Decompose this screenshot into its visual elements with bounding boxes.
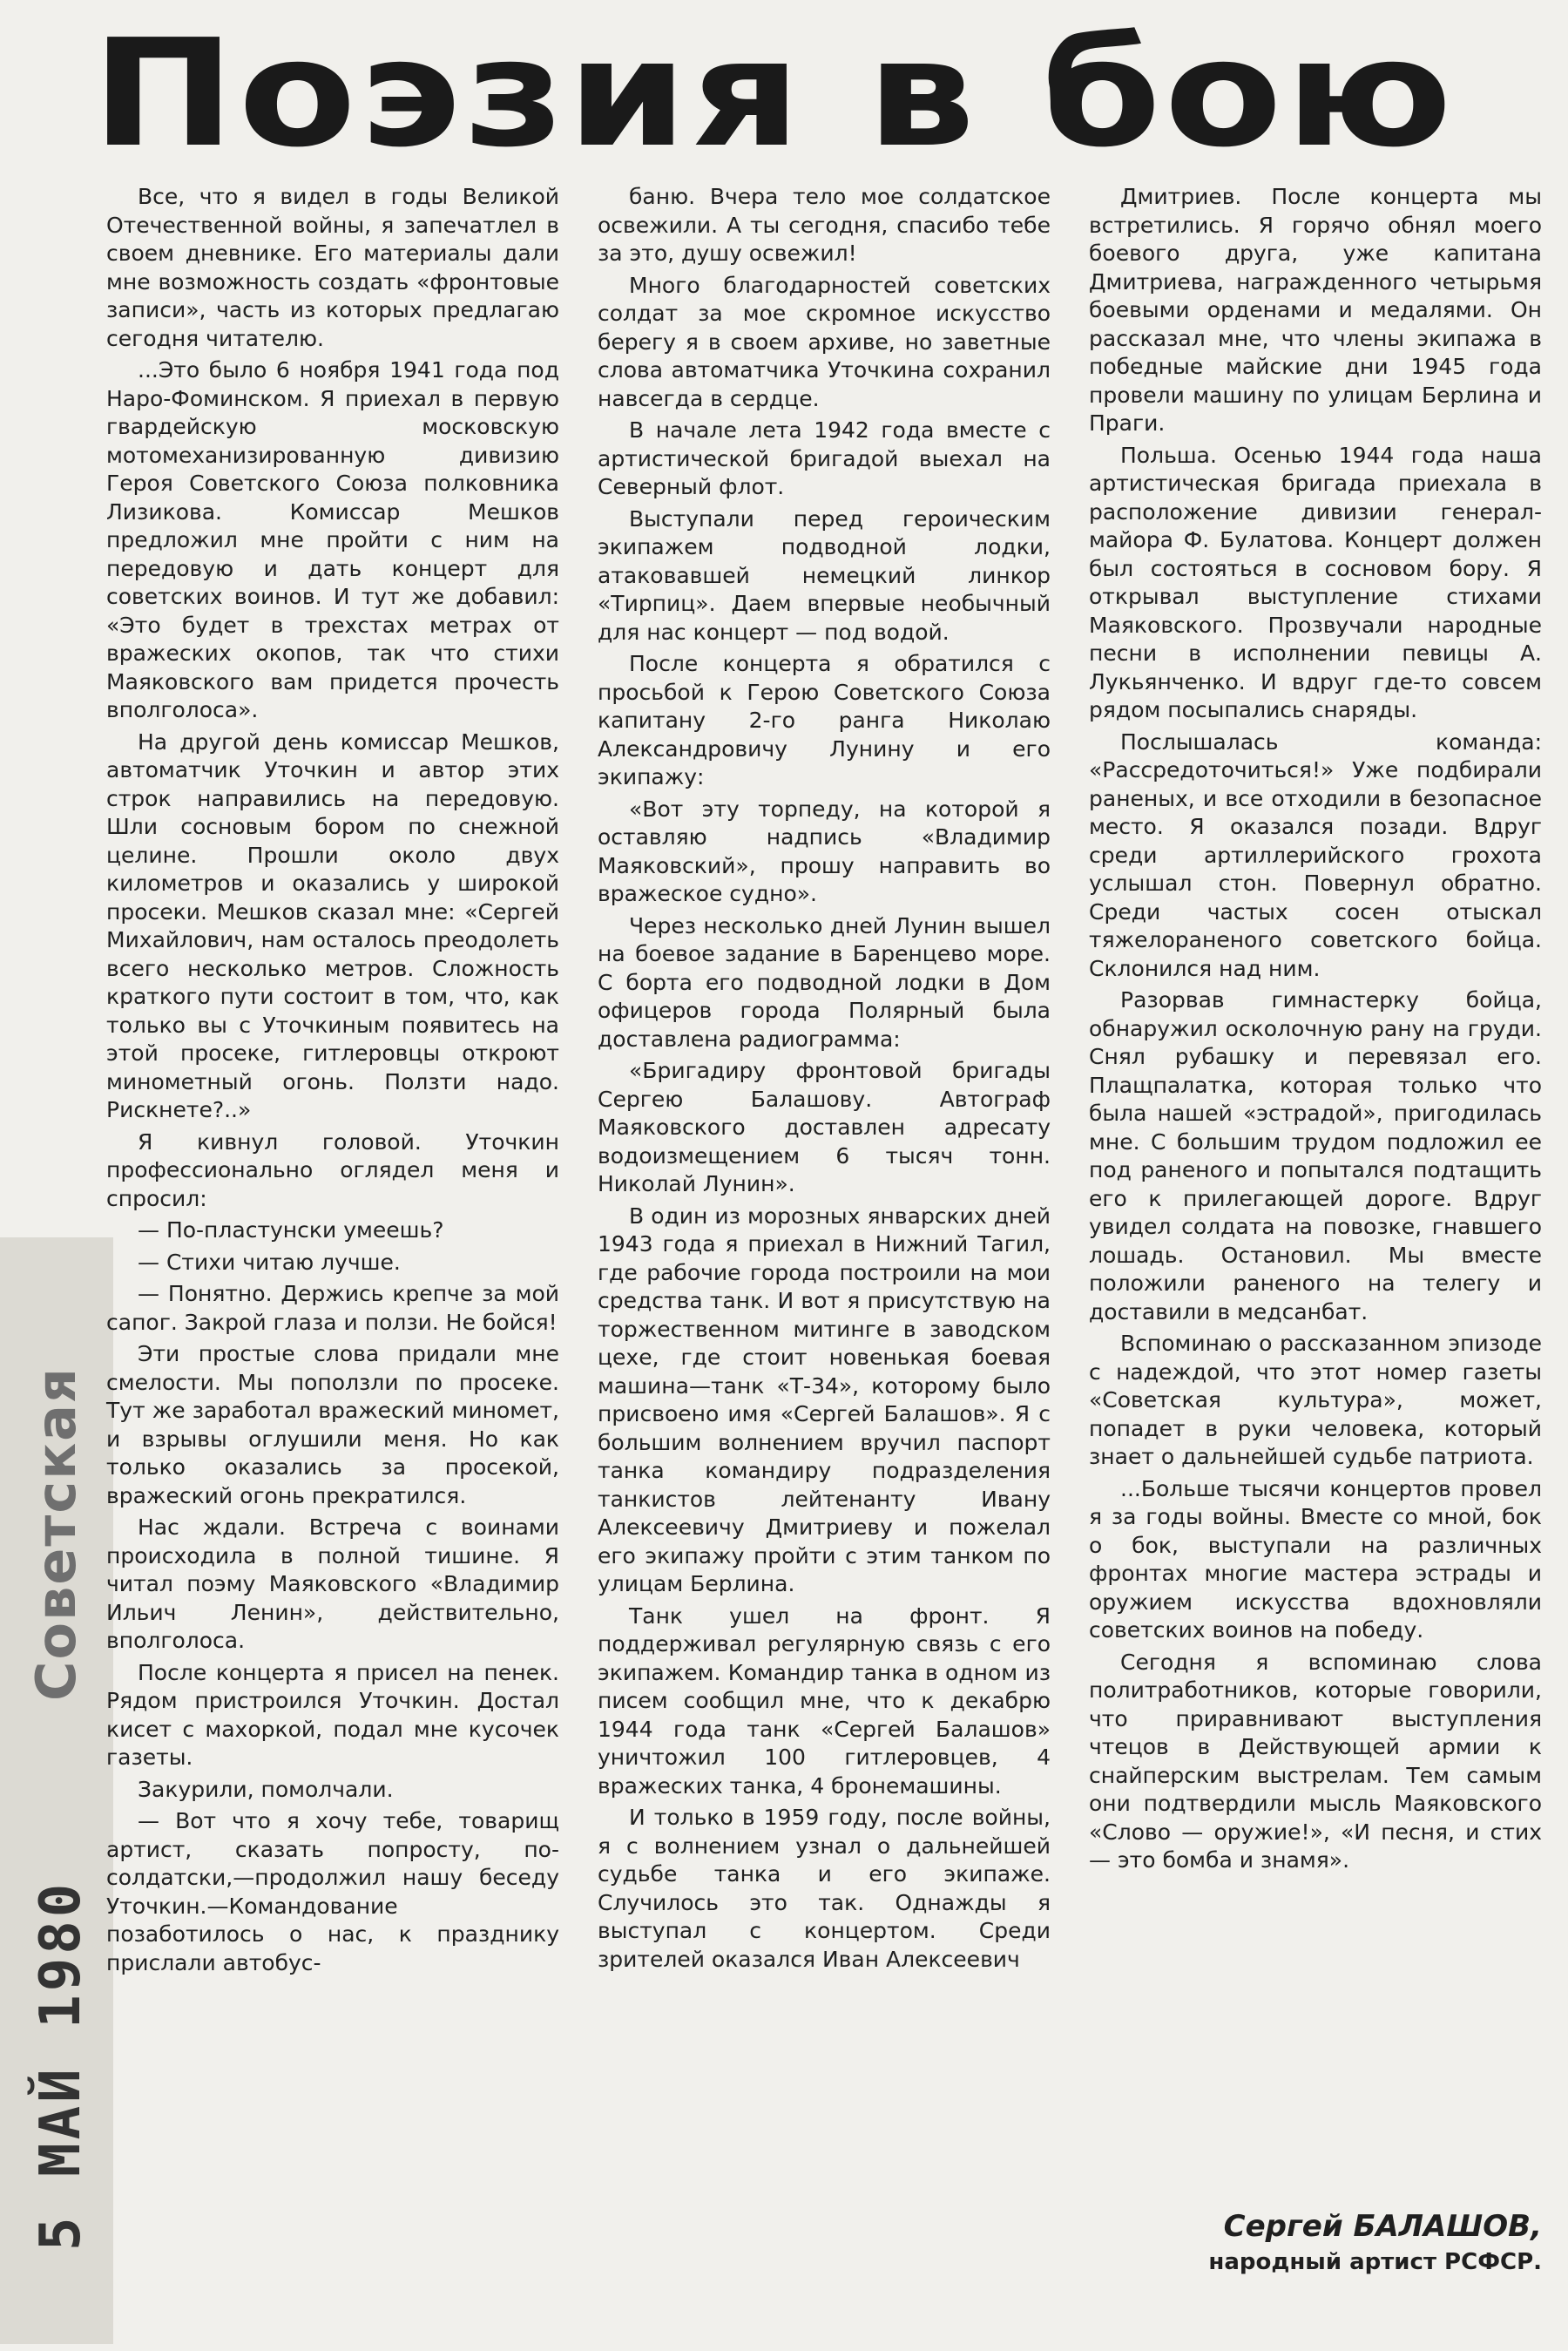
author-signature (1089, 2206, 1542, 2278)
paragraph: «Бригадиру фронтовой бригады Сергею Балашову. Автограф Маяковского доставлен адресату водоизмещением 6 тысяч тонн. Николай Лунин». (598, 1058, 1051, 1196)
paragraph: ...Это было 6 ноября 1941 года под Наро-Фоминском. Я приехал в первую гвардейскую московскую мотомеханизированную дивизию Героя Советского Союза полковника Лизикова. Комиссар Мешков предложил мне пройти с ним на передовую и дать концерт для советских воинов. И тут же добавил: «Это будет в трехстах метрах от вражеских окопов, так что стихи Маяковского вам придется прочесть вполголоса». (106, 357, 559, 722)
paragraph: В начале лета 1942 года вместе с артистической бригадой выехал на Северный флот. (598, 417, 1051, 499)
stamp-date: 5 МАЙ 1980 (29, 1880, 93, 2251)
paragraph: — Стихи читаю лучше. (138, 1249, 401, 1275)
paragraph: — Вот что я хочу тебе, товарищ артист, сказать попросту, по-солдатски,—продолжил нашу беседу Уточкин.—Командование позаботилось о нас, к празднику прислали автобус- (106, 1808, 559, 1975)
paragraph: Я кивнул головой. Уточкин профессионально оглядел меня и спросил: (106, 1128, 559, 1211)
author-title: народный артист РСФСР. (1208, 2249, 1542, 2275)
article-column-2 (598, 183, 1051, 2327)
paragraph: Разорвав гимнастерку бойца, обнаружил осколочную рану на груди. Снял рубашку и перевязал его. Плащпалатка, которая только что была нашей «эстрадой», пригодилась мне. С большим трудом подложил ее под раненого и попытался подтащить его к прилегающей дороге. Вдруг увидел солдата на повозке, гнавшего лошадь. Остановил. Мы вместе положили раненого на телегу и доставили в медсанбат. (1089, 987, 1542, 1325)
paragraph: Все, что я видел в годы Великой Отечественной войны, я запечатлел в своем дневнике. Его материалы дали мне возможность создать «фронтовые записи», часть из которых предлагаю сегодня читателю. (106, 184, 559, 351)
paragraph: Много благодарностей советских солдат за мое скромное искусство берегу я в своем архиве, но заветные слова автоматчика Уточкина сохранил навсегда в сердце. (598, 272, 1051, 411)
paragraph: Дмитриев. После концерта мы встретились. Я горячо обнял моего боевого друга, уже капитана Дмитриева, награжденного четырьмя боевыми орденами и медалями. Он рассказал мне, что члены экипажа в победные майские дни 1945 года провели машину по улицам Берлина и Праги. (1089, 184, 1542, 436)
stamp-source: Советская (24, 1366, 88, 1701)
paragraph: Вспоминаю о рассказанном эпизоде с надеждой, что этот номер газеты «Советская культура», может, попадет в руки человека, который знает о дальнейшей судьбе патриота. (1089, 1331, 1542, 1469)
paragraph: баню. Вчера тело мое солдатское освежили. А ты сегодня, спасибо тебе за это, душу освежил! (598, 184, 1051, 266)
paragraph: На другой день комиссар Мешков, автоматчик Уточкин и автор этих строк направились на передовую. Шли сосновым бором по снежной целине. Прошли около двух километров и оказались у широкой просеки. Мешков сказал мне: «Сергей Михайлович, нам осталось преодолеть всего несколько метров. Сложность краткого пути состоит в том, что, как только вы с Уточкиным появитесь на этой просеке, гитлеровцы откроют минометный огонь. Ползти надо. Рискнете?..» (106, 728, 559, 1122)
paragraph: Через несколько дней Лунин вышел на боевое задание в Баренцево море. С борта его подводной лодки в Дом офицеров города Полярный была доставлена радиограмма: (598, 912, 1051, 1052)
paragraph: — Понятно. Держись крепче за мой сапог. Закрой глаза и ползи. Не бойся! (106, 1281, 559, 1335)
article-headline: Поэзия в бою (91, 8, 1456, 180)
article-column-3 (1089, 183, 1542, 1961)
paragraph: Выступали перед героическим экипажем подводной лодки, атаковавшей немецкий линкор «Тирпиц». Даем впервые необычный для нас концерт — под водой. (598, 505, 1051, 645)
paragraph: После концерта я обратился с просьбой к Герою Советского Союза капитану 2-го ранга Николаю Александровичу Лунину и его экипажу: (598, 651, 1051, 789)
paragraph: — По-пластунски умеешь? (138, 1217, 444, 1243)
paragraph: Польша. Осенью 1944 года наша артистическая бригада приехала в расположение дивизии генерал-майора Ф. Булатова. Концерт должен был состояться в сосновом бору. Я открывал выступление стихами Маяковского. Прозвучали народные песни в исполнении певицы А. Лукьянченко. И вдруг где-то совсем рядом посыпались снаряды. (1089, 442, 1542, 722)
paragraph: После концерта я присел на пенек. Рядом пристроился Уточкин. Достал кисет с махоркой, подал мне кусочек газеты. (106, 1659, 559, 1770)
paragraph: Послышалась команда: «Рассредоточиться!» Уже подбирали раненых, и все отходили в безопасное место. Я оказался позади. Вдруг среди артиллерийского грохота услышал стон. Повернул обратно. Среди частых сосен отыскал тяжелораненого советского бойца. Склонился над ним. (1089, 728, 1542, 981)
paragraph: Нас ждали. Встреча с воинами происходила в полной тишине. Я читал поэму Маяковского «Владимир Ильич Ленин», действительно, вполголоса. (106, 1514, 559, 1653)
paragraph: Танк ушел на фронт. Я поддерживал регулярную связь с его экипажем. Командир танка в одном из писем сообщил мне, что к декабрю 1944 года танк «Сергей Балашов» уничтожил 100 гитлеровцев, 4 вражеских танка, 4 бронемашины. (598, 1602, 1051, 1799)
paragraph: В один из морозных январских дней 1943 года я приехал в Нижний Тагил, где рабочие города построили на мои средства танк. И вот я присутствую на торжественном митинге в заводском цехе, где стоит новенькая боевая машина—танк «Т-34», которому было присвоено имя «Сергей Балашов». Я с большим волнением вручил паспорт танка командиру подразделения танкистов лейтенанту Ивану Алексеевичу Дмитриеву и пожелал его экипажу пройти с этим танком по улицам Берлина. (598, 1203, 1051, 1596)
article-column-1 (106, 183, 559, 2327)
paragraph: И только в 1959 году, после войны, я с волнением узнал о дальнейшей судьбе танка и его экипаже. Случилось это так. Однажды я выступал с концертом. Среди зрителей оказался Иван Алексеевич (598, 1805, 1051, 1972)
paragraph: Закурили, помолчали. (138, 1776, 394, 1802)
paragraph: Эти простые слова придали мне смелости. Мы поползли по просеке. Тут же заработал вражеский миномет, и взрывы оглушили меня. Но как только оказались за просекой, вражеский огонь прекратился. (106, 1341, 559, 1508)
paragraph: «Вот эту торпеду, на которой я оставляю надпись «Владимир Маяковский», прошу направить во вражеское судно». (598, 796, 1051, 906)
paragraph: Сегодня я вспоминаю слова политработников, которые говорили, что приравнивают выступления чтецов в Действующей армии к снайперским выстрелам. Тем самым они подтвердили мысль Маяковского «Слово — оружие!», «И песня, и стих — это бомба и знамя». (1089, 1649, 1542, 1873)
paragraph: ...Больше тысячи концертов провел я за годы войны. Вместе со мной, бок о бок, выступали на различных фронтах многие мастера эстрады и оружием искусства вдохновляли советских воинов на победу. (1089, 1475, 1542, 1643)
author-name: Сергей БАЛАШОВ, (1223, 2209, 1542, 2244)
